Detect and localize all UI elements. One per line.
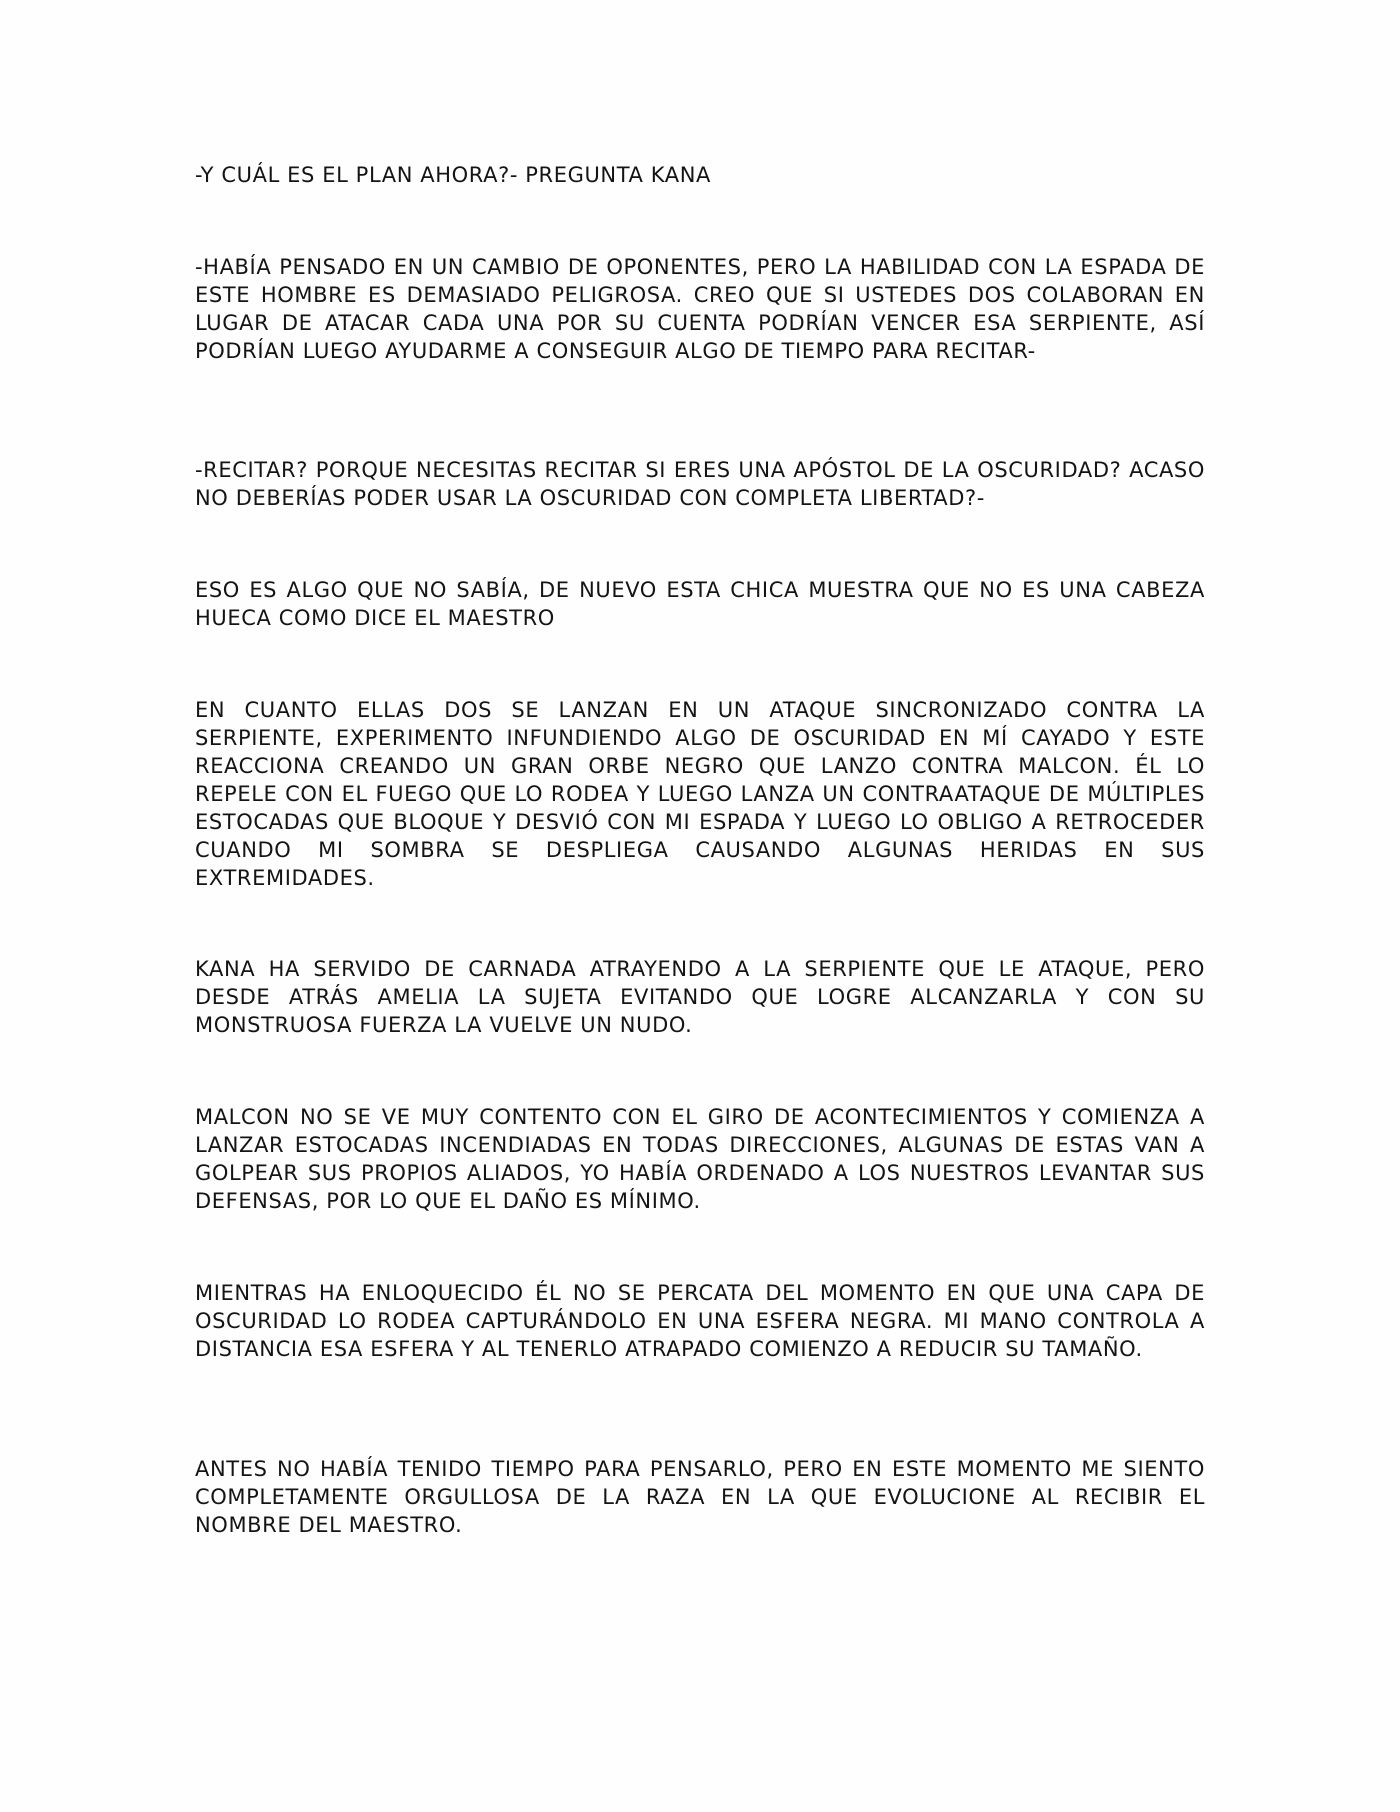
narration-paragraph-9: ANTES NO HABÍA TENIDO TIEMPO PARA PENSARLO, PERO EN ESTE MOMENTO ME SIENTO COMPLETAMENTE ORGULLOSA DE LA RAZA EN LA QUE EVOLUCIONE AL RECIBIR EL NOMBRE DEL MAESTRO. <box>195 1457 1205 1537</box>
dialogue-paragraph-2: -HABÍA PENSADO EN UN CAMBIO DE OPONENTES, PERO LA HABILIDAD CON LA ESPADA DE ESTE HOMBRE ES DEMASIADO PELIGROSA. CREO QUE SI USTEDES DOS COLABORAN EN LUGAR DE ATACAR CADA UNA POR SU CUENTA PODRÍAN VENCER ESA SERPIENTE, ASÍ PODRÍAN LUEGO AYUDARME A CONSEGUIR ALGO DE TIEMPO PARA RECITAR- <box>195 255 1205 363</box>
narration-paragraph-6: KANA HA SERVIDO DE CARNADA ATRAYENDO A LA SERPIENTE QUE LE ATAQUE, PERO DESDE ATRÁS AMELIA LA SUJETA EVITANDO QUE LOGRE ALCANZARLA Y CON SU MONSTRUOSA FUERZA LA VUELVE UN NUDO. <box>195 957 1205 1037</box>
dialogue-paragraph-1: -Y CUÁL ES EL PLAN AHORA?- PREGUNTA KANA <box>195 163 712 187</box>
dialogue-paragraph-3: -RECITAR? PORQUE NECESITAS RECITAR SI ERES UNA APÓSTOL DE LA OSCURIDAD? ACASO NO DEBERÍAS PODER USAR LA OSCURIDAD CON COMPLETA LIBERTAD?- <box>195 458 1205 510</box>
narration-paragraph-4: ESO ES ALGO QUE NO SABÍA, DE NUEVO ESTA CHICA MUESTRA QUE NO ES UNA CABEZA HUECA COMO DICE EL MAESTRO <box>195 578 1205 630</box>
narration-paragraph-5: EN CUANTO ELLAS DOS SE LANZAN EN UN ATAQUE SINCRONIZADO CONTRA LA SERPIENTE, EXPERIMENTO INFUNDIENDO ALGO DE OSCURIDAD EN MÍ CAYADO Y ESTE REACCIONA CREANDO UN GRAN ORBE NEGRO QUE LANZO CONTRA MALCON. ÉL LO REPELE CON EL FUEGO QUE LO RODEA Y LUEGO LANZA UN CONTRAATAQUE DE MÚLTIPLES ESTOCADAS QUE BLOQUE Y DESVIÓ CON MI ESPADA Y LUEGO LO OBLIGO A RETROCEDER CUANDO MI SOMBRA SE DESPLIEGA CAUSANDO ALGUNAS HERIDAS EN SUS EXTREMIDADES. <box>195 698 1205 890</box>
narration-paragraph-8: MIENTRAS HA ENLOQUECIDO ÉL NO SE PERCATA DEL MOMENTO EN QUE UNA CAPA DE OSCURIDAD LO RODEA CAPTURÁNDOLO EN UNA ESFERA NEGRA. MI MANO CONTROLA A DISTANCIA ESA ESFERA Y AL TENERLO ATRAPADO COMIENZO A REDUCIR SU TAMAÑO. <box>195 1281 1205 1361</box>
narration-paragraph-7: MALCON NO SE VE MUY CONTENTO CON EL GIRO DE ACONTECIMIENTOS Y COMIENZA A LANZAR ESTOCADAS INCENDIADAS EN TODAS DIRECCIONES, ALGUNAS DE ESTAS VAN A GOLPEAR SUS PROPIOS ALIADOS, YO HABÍA ORDENADO A LOS NUESTROS LEVANTAR SUS DEFENSAS, POR LO QUE EL DAÑO ES MÍNIMO. <box>195 1105 1205 1213</box>
